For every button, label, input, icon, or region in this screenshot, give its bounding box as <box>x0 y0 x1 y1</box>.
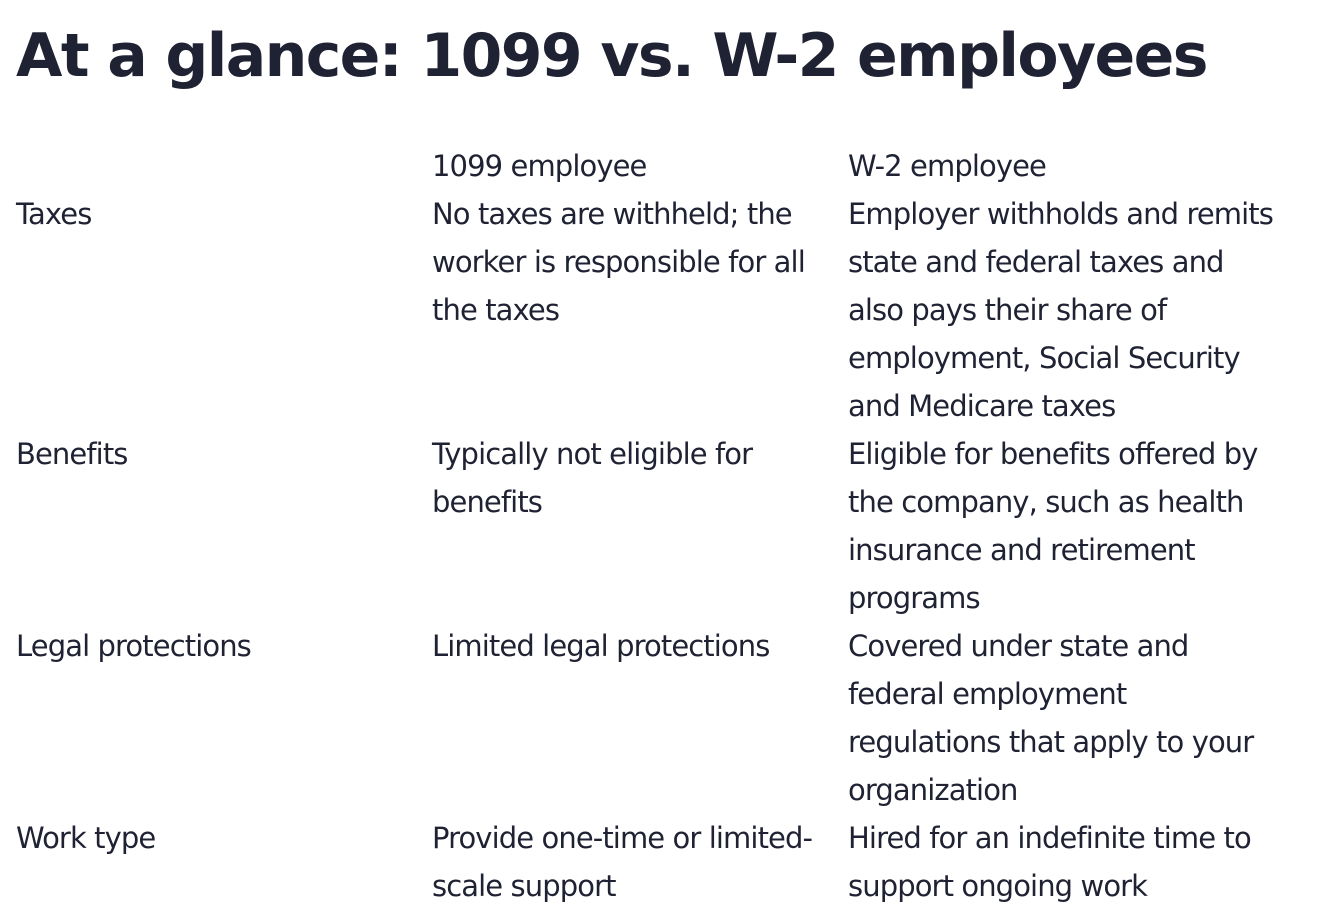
cell-1099: Provide one-time or limited-scale support <box>432 821 813 903</box>
cell-w2: Covered under state and federal employment regulations that apply to your organization <box>848 629 1254 807</box>
row-label: Taxes <box>16 197 92 231</box>
comparison-table <box>16 142 1276 910</box>
row-label: Legal protections <box>16 629 251 663</box>
header-w2-column: W-2 employee <box>848 149 1046 183</box>
cell-1099: Typically not eligible for benefits <box>432 437 753 519</box>
table-row <box>16 622 1276 814</box>
table-row <box>16 190 1276 430</box>
cell-w2: Hired for an indefinite time to support ongoing work <box>848 821 1251 903</box>
table-row <box>16 430 1276 622</box>
header-1099-column: 1099 employee <box>432 149 647 183</box>
article-content <box>16 14 1306 903</box>
cell-1099: Limited legal protections <box>432 629 770 663</box>
cell-w2: Employer withholds and remits state and federal taxes and also pays their share of employment, Social Security and Medicare taxes <box>848 197 1273 423</box>
header-label-column <box>16 142 432 190</box>
cell-w2: Eligible for benefits offered by the company, such as health insurance and retirement programs <box>848 437 1258 615</box>
cell-1099: No taxes are withheld; the worker is responsible for all the taxes <box>432 197 805 327</box>
row-label: Work type <box>16 821 156 855</box>
page-title: At a glance: 1099 vs. W-2 employees <box>16 21 1207 91</box>
row-label: Benefits <box>16 437 128 471</box>
table-row <box>16 814 1276 910</box>
table-header-row <box>16 142 1276 190</box>
